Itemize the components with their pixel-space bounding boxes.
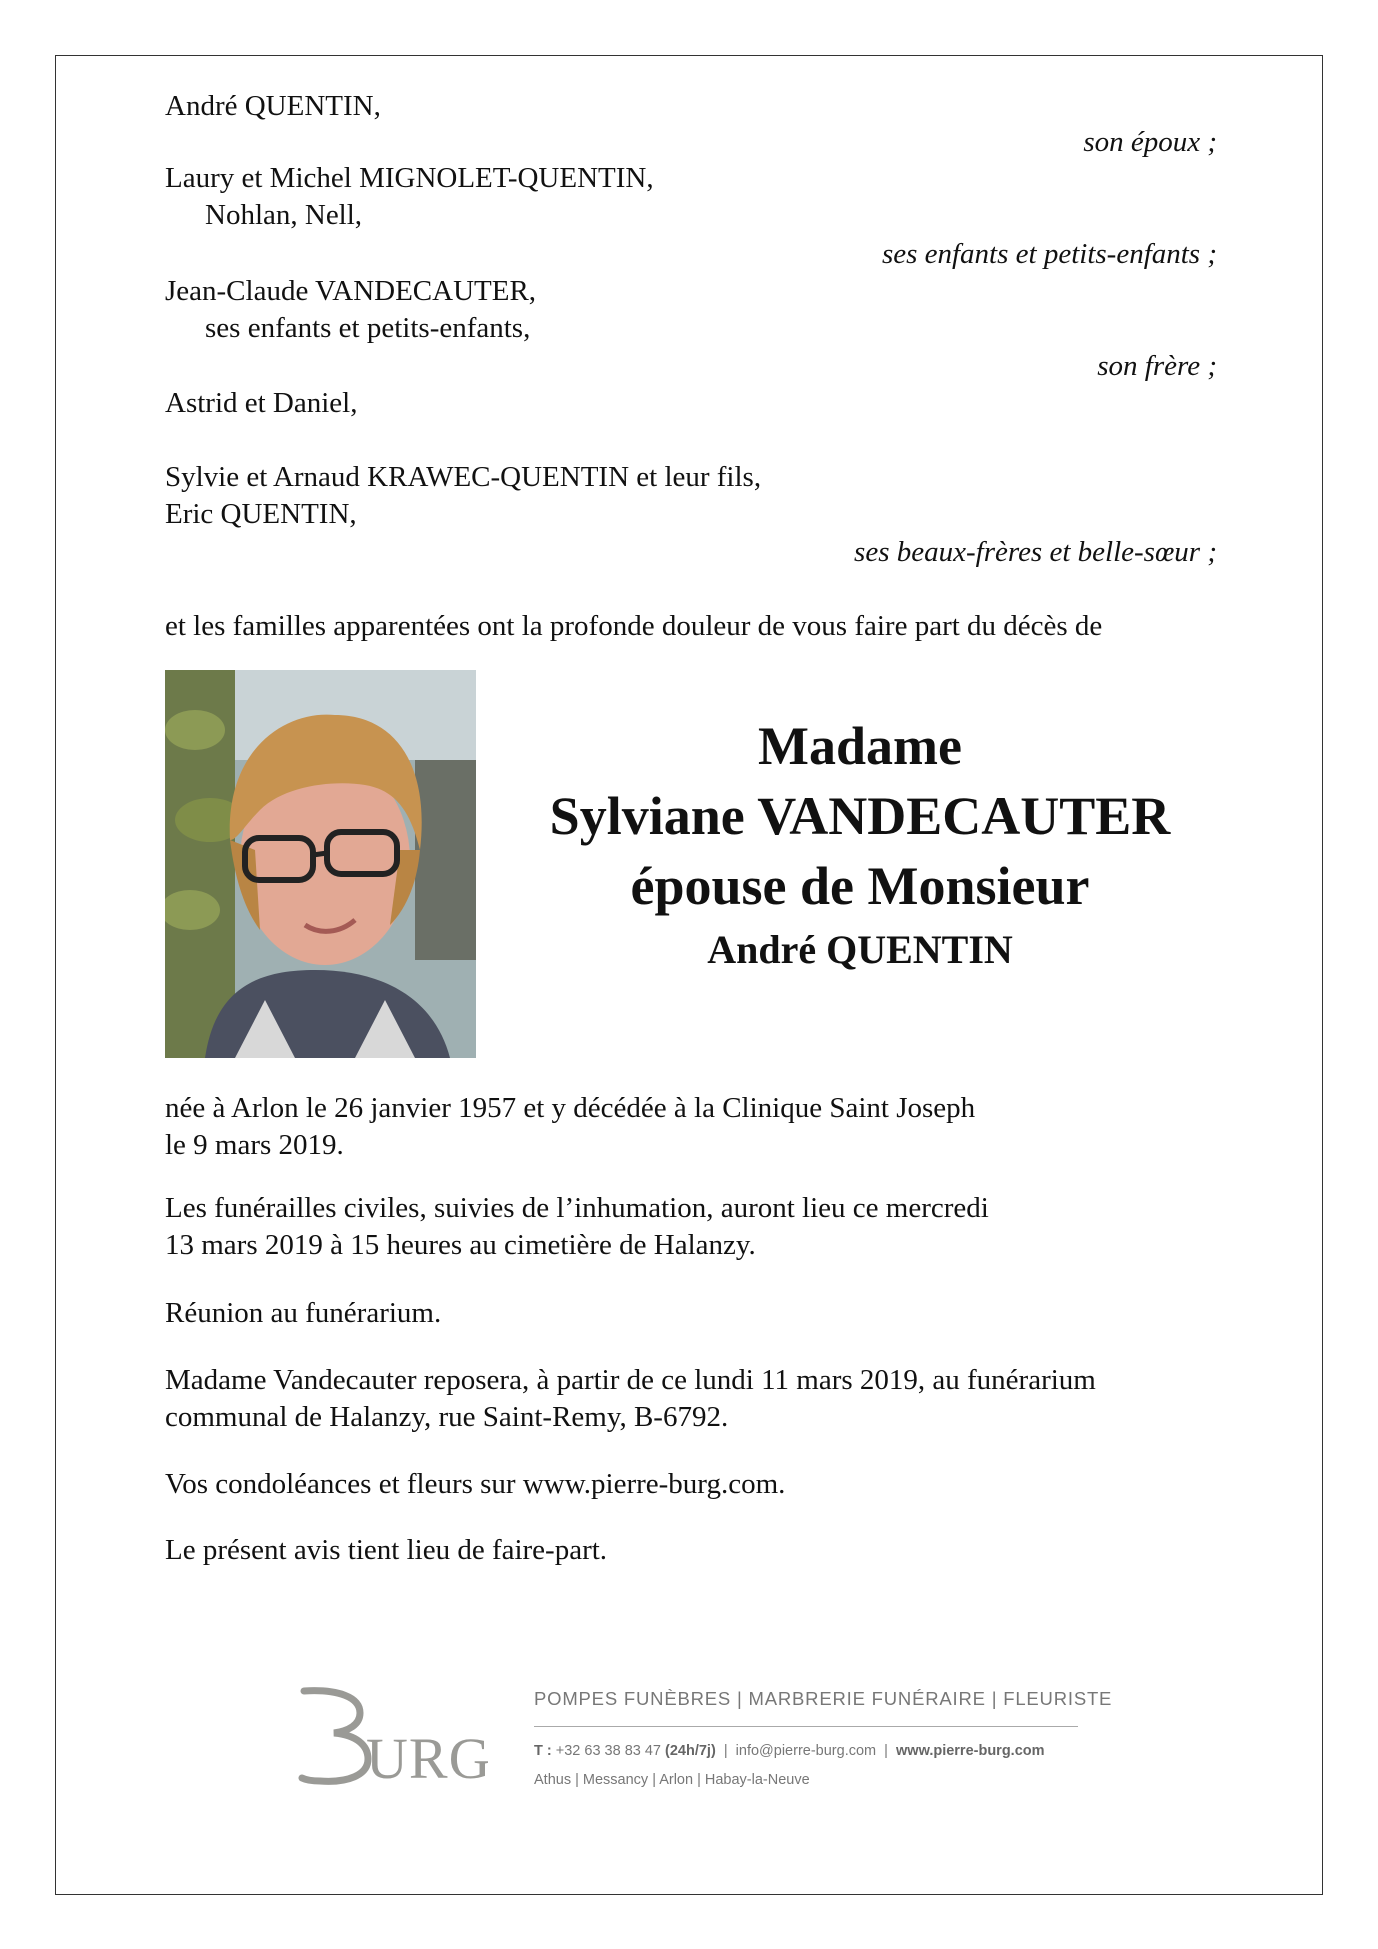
burg-logo [298,1685,488,1785]
gathering-line: Réunion au funérarium. [165,1297,442,1329]
condolences-line: Vos condoléances et fleurs sur www.pierre-burg.com. [165,1468,786,1500]
deceased-name: Sylviane VANDECAUTER [549,786,1171,846]
phone-hours: (24h/7j) [665,1743,716,1759]
birth-death-line-2: le 9 mars 2019. [165,1129,344,1161]
family-line-jean-claude-children: ses enfants et petits-enfants, [205,312,531,344]
role-brother: son frère ; [1097,350,1217,382]
website-link[interactable]: www.pierre-burg.com [896,1743,1045,1759]
funeral-line-1: Les funérailles civiles, suivies de l’inhumation, auront lieu ce mercredi [165,1192,989,1224]
deceased-spouse-label: épouse de Monsieur [630,856,1090,916]
footer-contact [534,1743,1045,1759]
family-line-andre: André QUENTIN, [165,90,381,122]
footer-divider [534,1726,1078,1727]
phone-label: T : [534,1743,552,1759]
contact-separator: | [880,1743,892,1759]
role-in-laws: ses beaux-frères et belle-sœur ; [854,536,1217,568]
viewing-line-2: communal de Halanzy, rue Saint-Remy, B-6792. [165,1401,729,1433]
deceased-spouse-name: André QUENTIN [707,927,1013,972]
family-line-eric: Eric QUENTIN, [165,498,357,530]
family-line-jean-claude: Jean-Claude VANDECAUTER, [165,275,537,307]
phone-number: +32 63 38 83 47 [555,1743,661,1759]
family-line-krawec: Sylvie et Arnaud KRAWEC-QUENTIN et leur fils, [165,461,762,493]
notice-line: Le présent avis tient lieu de faire-part. [165,1534,608,1566]
family-line-astrid: Astrid et Daniel, [165,387,358,419]
footer-services: POMPES FUNÈBRES | MARBRERIE FUNÉRAIRE | FLEURISTE [534,1688,1113,1709]
svg-text:URG: URG [366,1726,488,1785]
contact-separator: | [719,1743,732,1759]
footer-locations: Athus | Messancy | Arlon | Habay-la-Neuve [534,1772,810,1788]
viewing-line-1: Madame Vandecauter reposera, à partir de ce lundi 11 mars 2019, au funérarium [165,1364,1096,1396]
funeral-line-2: 13 mars 2019 à 15 heures au cimetière de Halanzy. [165,1229,756,1261]
role-spouse: son époux ; [1083,126,1217,158]
family-line-mignolet: Laury et Michel MIGNOLET-QUENTIN, [165,162,654,194]
deceased-title: Madame [758,716,962,776]
family-line-grandchildren: Nohlan, Nell, [205,199,363,231]
role-children: ses enfants et petits-enfants ; [881,238,1217,270]
portrait-photo [165,670,476,1058]
email-link[interactable]: info@pierre-burg.com [735,1743,877,1759]
birth-death-line-1: née à Arlon le 26 janvier 1957 et y décédée à la Clinique Saint Joseph [165,1092,976,1124]
announcement-text: et les familles apparentées ont la profonde douleur de vous faire part du décès de [165,610,1103,642]
